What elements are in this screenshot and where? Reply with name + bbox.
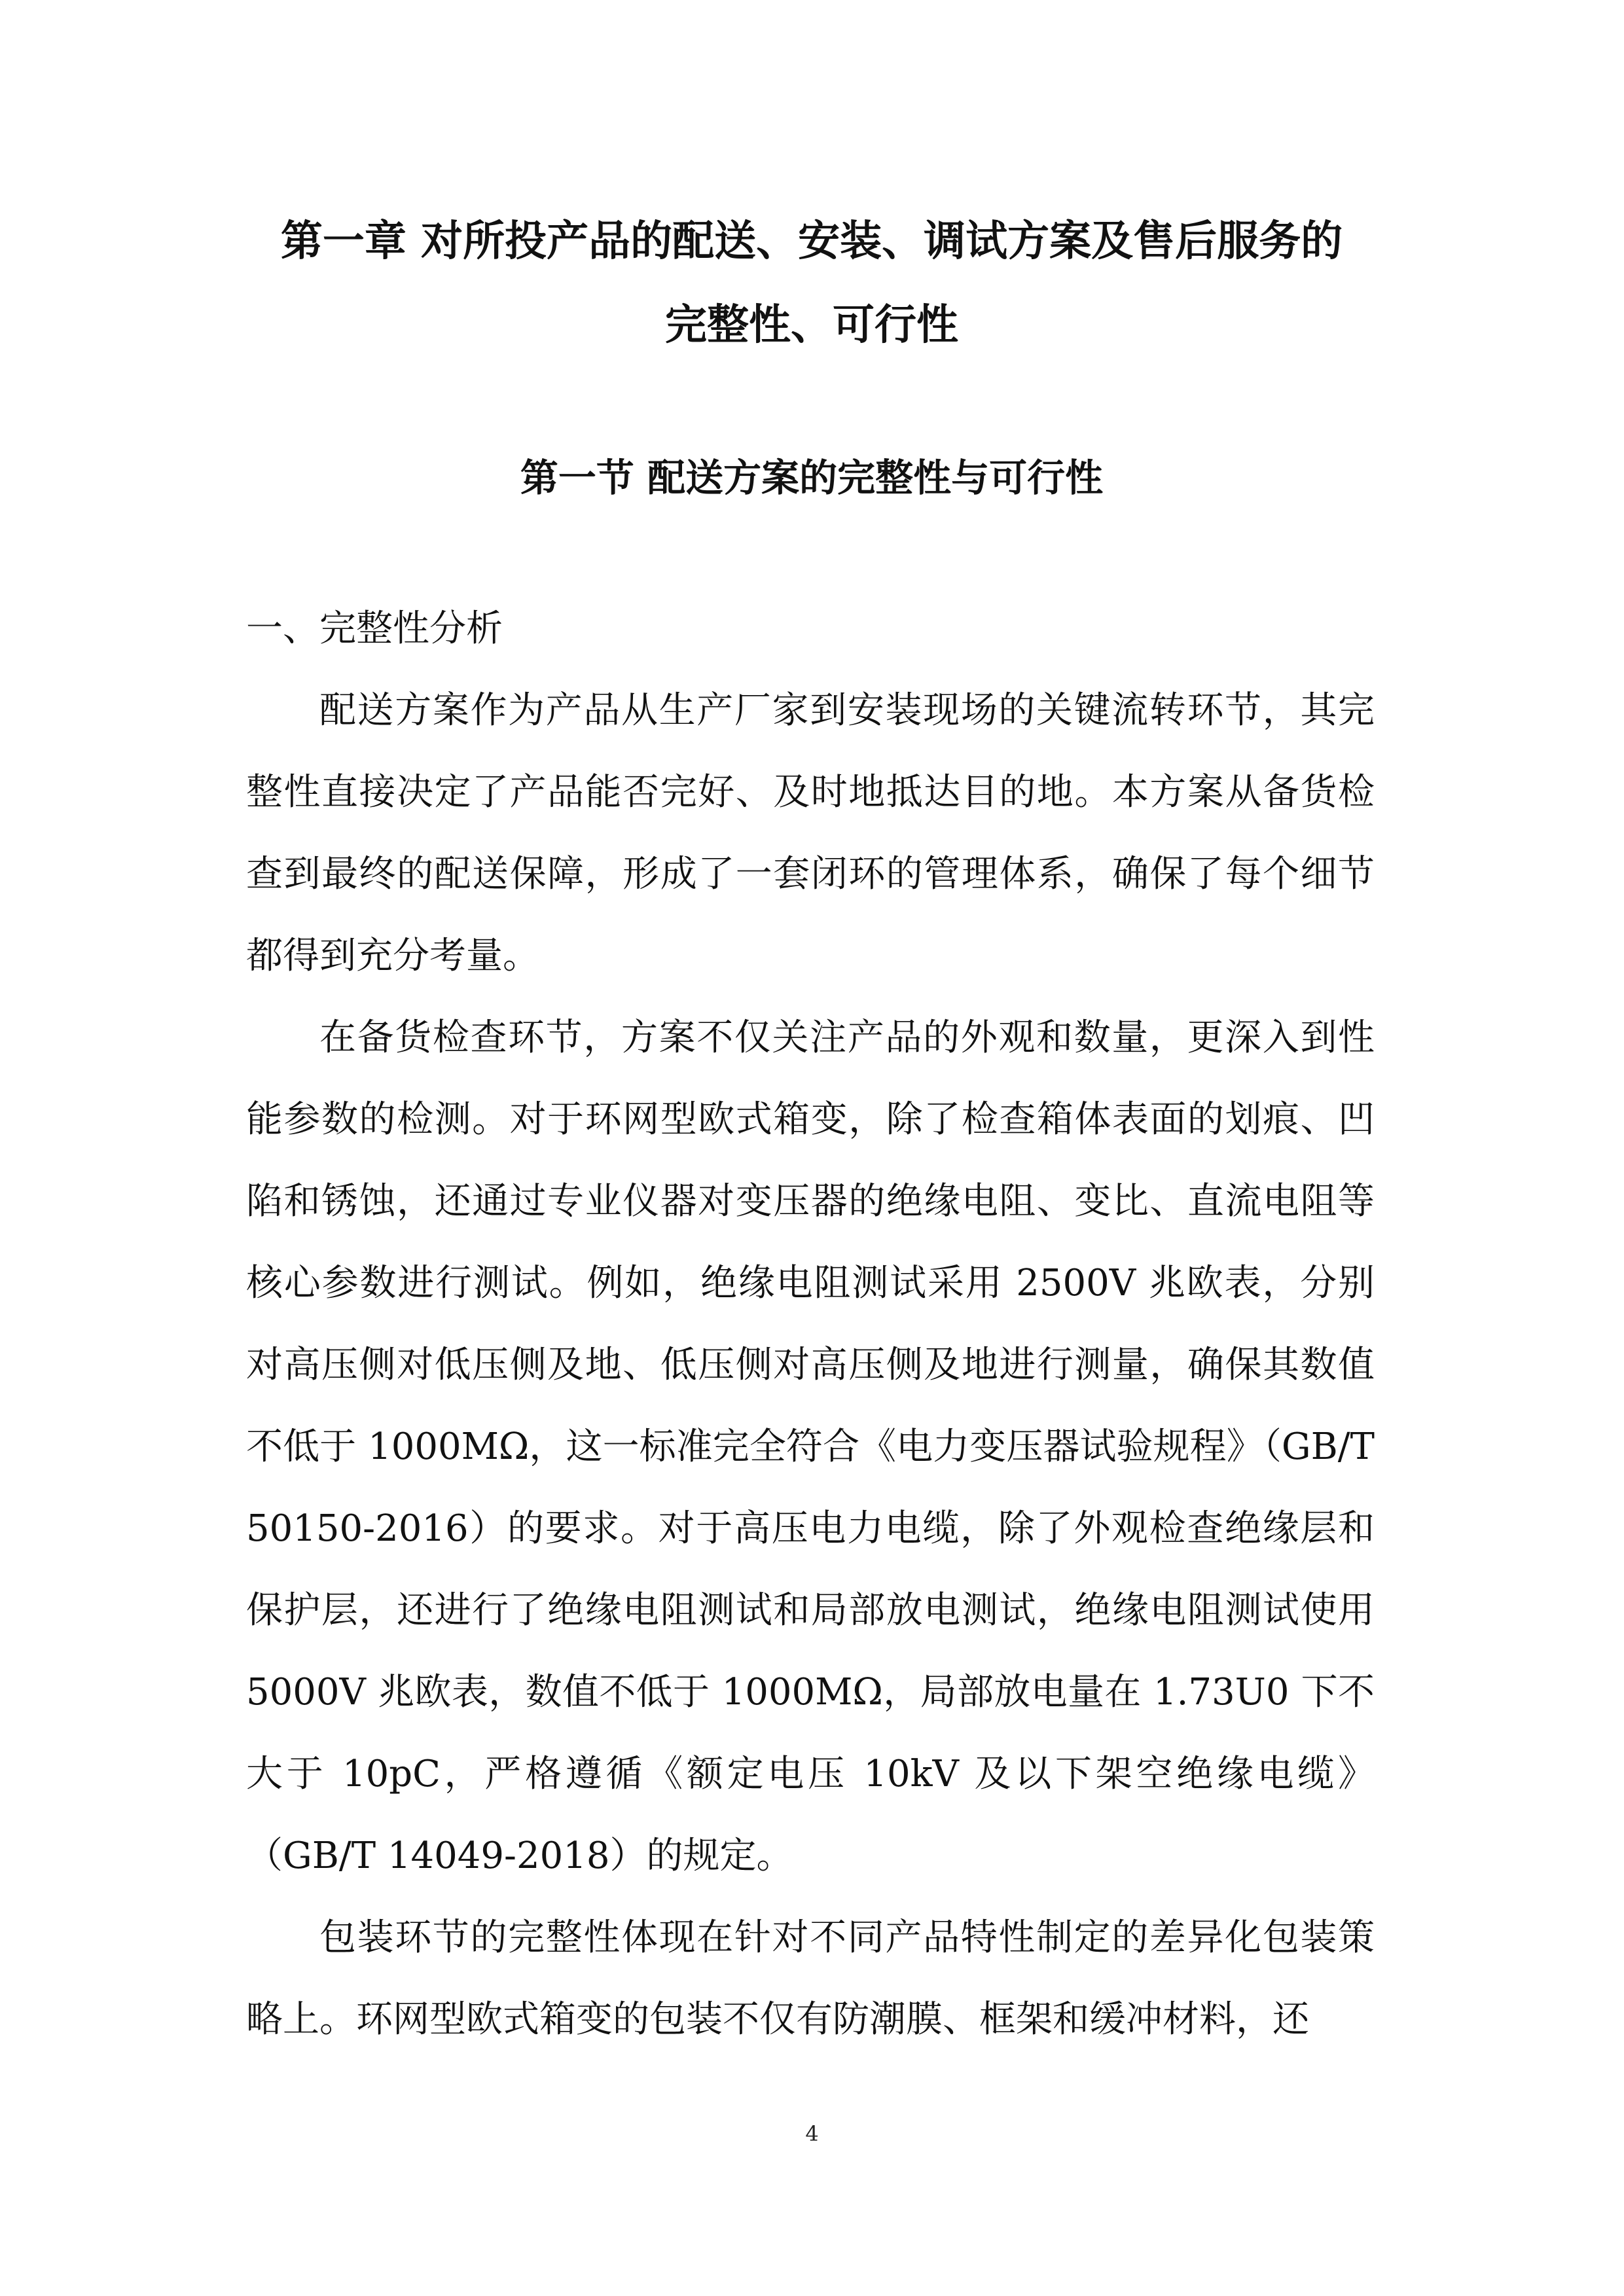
paragraph-inspection: 在备货检查环节，方案不仅关注产品的外观和数量，更深入到性能参数的检测。对于环网型欧式箱变，除了检查箱体表面的划痕、凹陷和锈蚀，还通过专业仪器对变压器的绝缘电阻、变比、直流电阻等核心参数进行测试。例如，绝缘电阻测试采用 2500V 兆欧表，分别对高压侧对低压侧及地、低压侧对高压侧及地进行测量，确保其数值不低于 1000MΩ，这一标准完全符合《电力变压器试验规程》（GB/T 50150-2016）的要求。对于高压电力电缆，除了外观检查绝缘层和保护层，还进行了绝缘电阻测试和局部放电测试，绝缘电阻测试使用 5000V 兆欧表，数值不低于 1000MΩ，局部放电量在 1.73U0 下不大于 10pC，严格遵循《额定电压 10kV 及以下架空绝缘电缆》（GB/T 14049-2018）的规定。 [246, 1016, 1375, 1877]
document-body [246, 588, 1375, 2060]
paragraph-intro: 配送方案作为产品从生产厂家到安装现场的关键流转环节，其完整性直接决定了产品能否完好、及时地抵达目的地。本方案从备货检查到最终的配送保障，形成了一套闭环的管理体系，确保了每个细节都得到充分考量。 [246, 689, 1375, 977]
section-title: 第一节 配送方案的完整性与可行性 [520, 456, 1104, 500]
page-number: 4 [805, 2121, 819, 2146]
subsection-heading: 一、完整性分析 [246, 607, 503, 650]
paragraph-packaging: 包装环节的完整性体现在针对不同产品特性制定的差异化包装策略上。环网型欧式箱变的包装不仅有防潮膜、框架和缓冲材料，还 [246, 1916, 1375, 2041]
chapter-title-line-1: 第一章 对所投产品的配送、安装、调试方案及售后服务的 [280, 217, 1343, 266]
chapter-title [223, 200, 1401, 367]
chapter-title-line-2: 完整性、可行性 [665, 301, 958, 350]
